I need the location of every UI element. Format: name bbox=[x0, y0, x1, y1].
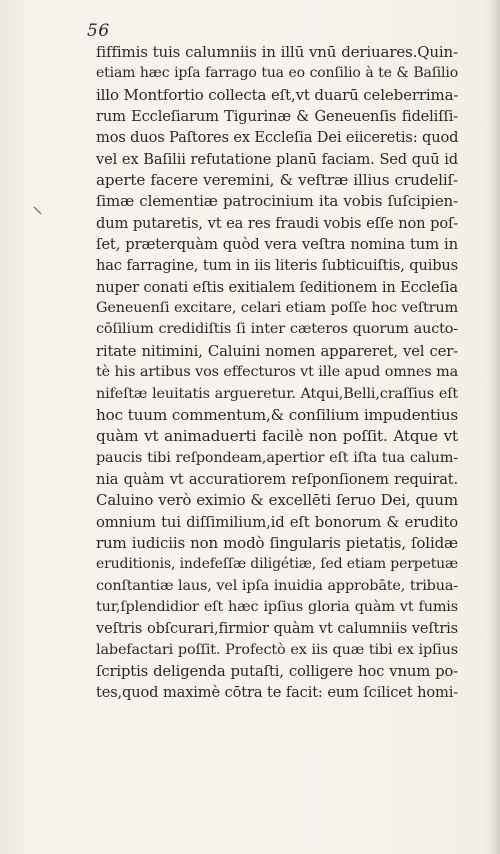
text-line: ſet, præterquàm quòd vera veſtra nomina tum in bbox=[96, 236, 458, 254]
text-line: tur,ſplendidior eſt hæc ipſius gloria quàm vt fumis bbox=[96, 598, 458, 615]
text-line: Caluino verò eximio & excellēti ſeruo Dei, quum bbox=[96, 491, 458, 510]
page-edge-shadow bbox=[486, 0, 500, 854]
text-line: nifeſtæ leuitatis argueretur. Atqui,Belli,craſſius eſt bbox=[96, 385, 458, 402]
text-line: etiam hæc ipſa farrago tua eo conſilio à te & Baſilio bbox=[96, 65, 458, 82]
text-line: tè his artibus vos effecturos vt ille apud omnes ma bbox=[96, 364, 458, 381]
text-line: Geneuenſi excitare, celari etiam poſſe hoc veſtrum bbox=[96, 300, 458, 317]
text-line: cōſilium credidiſtis ſi inter cæteros quorum aucto- bbox=[96, 321, 458, 338]
text-line: illo Montfortio collecta eſt,vt duarū celeberrima- bbox=[96, 85, 459, 104]
text-line: ritate nitimini, Caluini nomen appareret, vel cer- bbox=[96, 342, 458, 360]
body-text bbox=[96, 42, 458, 704]
text-line: nuper conati eſtis exitialem ſeditionem in Eccleſia bbox=[96, 278, 458, 296]
text-line: fiffimis tuis calumniis in illū vnū deriuares.Quin- bbox=[96, 43, 458, 61]
page-number: 56 bbox=[87, 21, 110, 41]
text-line: eruditionis, indefeſſæ diligétiæ, ſed etiam perpetuæ bbox=[96, 556, 459, 573]
text-line: conſtantiæ laus, vel ipſa inuidia approbāte, tribua- bbox=[96, 577, 458, 594]
text-line: ſimæ clementiæ patrocinium ita vobis ſuſcipien- bbox=[96, 192, 458, 211]
text-line: ſcriptis deligenda putaſti, colligere hoc vnum po- bbox=[96, 662, 458, 680]
text-line: rum Eccleſiarum Tigurinæ & Geneuenſis fideliſſi- bbox=[96, 108, 458, 126]
text-line: omnium tui diſſimilium,id eſt bonorum & erudito bbox=[96, 513, 458, 531]
margin-annotation-mark bbox=[33, 206, 43, 216]
text-line: hoc tuum commentum,& conſilium impudentius bbox=[96, 405, 458, 424]
text-line: aperte facere veremini, & veſtræ illius crudeliſ- bbox=[96, 171, 458, 190]
text-line: veſtris obſcurari,firmior quàm vt calumniis veſtris bbox=[96, 620, 458, 638]
text-line: rum iudiciis non modò ſingularis pietatis, ſolidæ bbox=[96, 533, 458, 552]
text-line: vel ex Baſilii refutatione planū faciam. Sed quū id bbox=[96, 150, 458, 168]
text-line: labefactari poſſit. Profectò ex iis quæ tibi ex ipſius bbox=[96, 641, 458, 658]
text-line: paucis tibi reſpondeam,apertior eſt iſta tua calum- bbox=[96, 449, 458, 466]
text-line: mos duos Paſtores ex Eccleſia Dei eiiceretis: quod bbox=[96, 129, 459, 147]
text-line: quàm vt animaduerti facilè non poſſit. Atque vt bbox=[96, 427, 458, 446]
text-line: tes,quod maximè cōtra te facit: eum ſcilicet homi- bbox=[96, 684, 458, 702]
text-line: dum putaretis, vt ea res fraudi vobis eſſe non poſ- bbox=[96, 214, 458, 232]
text-line: nia quàm vt accuratiorem reſponſionem requirat. bbox=[96, 470, 458, 488]
text-line: hac farragine, tum in iis literis ſubticuiſtis, quibus bbox=[96, 257, 458, 275]
